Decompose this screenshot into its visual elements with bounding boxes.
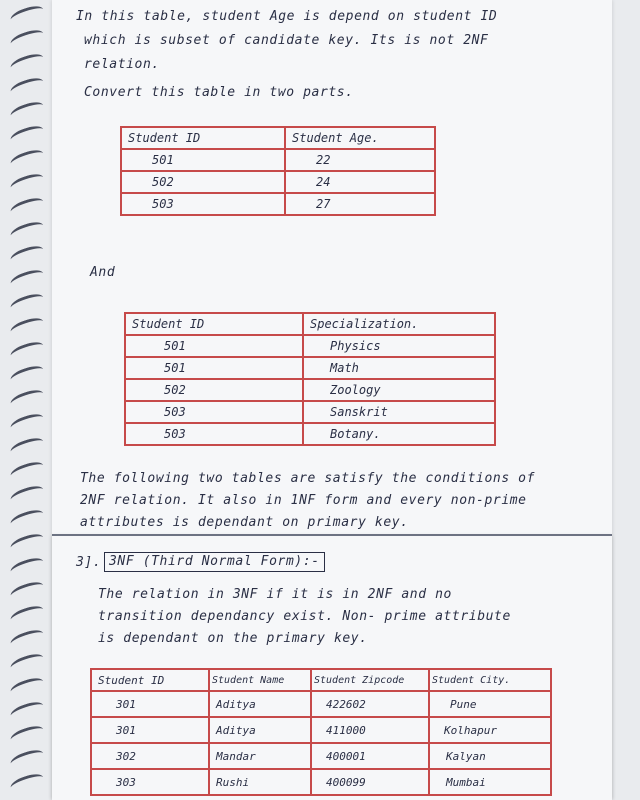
conclusion-line-3: attributes is dependant on primary key.	[80, 515, 409, 530]
column-header: Student ID	[121, 127, 285, 149]
spiral-ring	[9, 339, 45, 362]
intro-line-1: In this table, student Age is depend on student ID	[76, 9, 498, 24]
column-header: Specialization.	[303, 313, 495, 335]
spiral-ring	[9, 603, 45, 626]
spiral-ring	[9, 195, 45, 218]
section-heading: 3NF (Third Normal Form):-	[104, 552, 325, 572]
column-header: Student Zipcode	[311, 669, 429, 691]
table-row	[91, 691, 551, 717]
spiral-ring	[9, 771, 45, 794]
table-header-row	[91, 669, 551, 691]
column-header: Student Name	[209, 669, 311, 691]
student-specialization-table	[124, 312, 496, 446]
spiral-ring	[9, 507, 45, 530]
spiral-ring	[9, 363, 45, 386]
table-cell: 503	[121, 193, 285, 215]
spiral-ring	[9, 579, 45, 602]
table-cell: Zoology	[303, 379, 495, 401]
table-cell: 27	[285, 193, 435, 215]
table-cell: Kolhapur	[429, 717, 551, 743]
table-row	[125, 335, 495, 357]
spiral-ring	[9, 747, 45, 770]
table-row	[121, 149, 435, 171]
table-row	[125, 357, 495, 379]
table-cell: 503	[125, 423, 303, 445]
table-cell: 24	[285, 171, 435, 193]
table-cell: 301	[91, 691, 209, 717]
spiral-ring	[9, 651, 45, 674]
conclusion-line-2: 2NF relation. It also in 1NF form and every non-prime	[80, 493, 527, 508]
spiral-binding	[10, 8, 50, 798]
intro-line-3: relation.	[84, 57, 160, 72]
table-cell: Pune	[429, 691, 551, 717]
table-cell: 501	[125, 335, 303, 357]
spiral-ring	[9, 243, 45, 266]
table-cell: Math	[303, 357, 495, 379]
spiral-ring	[9, 291, 45, 314]
spiral-ring	[9, 147, 45, 170]
spiral-ring	[9, 723, 45, 746]
table-row	[125, 379, 495, 401]
table-cell: 422602	[311, 691, 429, 717]
table-cell: Rushi	[209, 769, 311, 795]
table-header-row	[125, 313, 495, 335]
table-header-row	[121, 127, 435, 149]
intro-line-4: Convert this table in two parts.	[84, 85, 354, 100]
section-number: 3].	[76, 555, 102, 570]
intro-line-2: which is subset of candidate key. Its is not 2NF	[84, 33, 489, 48]
spiral-ring	[9, 3, 45, 26]
spiral-ring	[9, 387, 45, 410]
table-cell: Sanskrit	[303, 401, 495, 423]
spiral-ring	[9, 51, 45, 74]
and-label: And	[90, 265, 116, 280]
table-cell: 503	[125, 401, 303, 423]
spiral-ring	[9, 315, 45, 338]
table-row	[121, 193, 435, 215]
spiral-ring	[9, 411, 45, 434]
spiral-ring	[9, 483, 45, 506]
table-cell: 302	[91, 743, 209, 769]
spiral-ring	[9, 627, 45, 650]
spiral-ring	[9, 27, 45, 50]
table-cell: Botany.	[303, 423, 495, 445]
table-cell: Physics	[303, 335, 495, 357]
spiral-ring	[9, 531, 45, 554]
spiral-ring	[9, 459, 45, 482]
spiral-ring	[9, 123, 45, 146]
table-cell: 501	[125, 357, 303, 379]
student-city-table	[90, 668, 552, 796]
table-cell: Mandar	[209, 743, 311, 769]
table-cell: 303	[91, 769, 209, 795]
table-row	[91, 769, 551, 795]
spiral-ring	[9, 75, 45, 98]
column-header: Student City.	[429, 669, 551, 691]
table-cell: 400001	[311, 743, 429, 769]
table-cell: 400099	[311, 769, 429, 795]
table-row	[125, 423, 495, 445]
spiral-ring	[9, 219, 45, 242]
table-cell: Kalyan	[429, 743, 551, 769]
table-cell: Mumbai	[429, 769, 551, 795]
spiral-ring	[9, 699, 45, 722]
table-cell: 301	[91, 717, 209, 743]
spiral-ring	[9, 435, 45, 458]
table-cell: 502	[125, 379, 303, 401]
column-header: Student ID	[91, 669, 209, 691]
table-cell: 501	[121, 149, 285, 171]
table-row	[121, 171, 435, 193]
table-cell: 502	[121, 171, 285, 193]
table-row	[91, 743, 551, 769]
table-row	[91, 717, 551, 743]
page-divider	[52, 534, 612, 536]
table-cell: Aditya	[209, 717, 311, 743]
table-cell: 22	[285, 149, 435, 171]
section3-line-1: The relation in 3NF if it is in 2NF and no	[98, 587, 452, 602]
column-header: Student ID	[125, 313, 303, 335]
table-row	[125, 401, 495, 423]
spiral-ring	[9, 267, 45, 290]
spiral-ring	[9, 171, 45, 194]
spiral-ring	[9, 675, 45, 698]
table-cell: Aditya	[209, 691, 311, 717]
section3-line-3: is dependant on the primary key.	[98, 631, 368, 646]
conclusion-line-1: The following two tables are satisfy the conditions of	[80, 471, 536, 486]
spiral-ring	[9, 99, 45, 122]
student-age-table	[120, 126, 436, 216]
spiral-ring	[9, 555, 45, 578]
section3-line-2: transition dependancy exist. Non- prime attribute	[98, 609, 511, 624]
table-cell: 411000	[311, 717, 429, 743]
column-header: Student Age.	[285, 127, 435, 149]
